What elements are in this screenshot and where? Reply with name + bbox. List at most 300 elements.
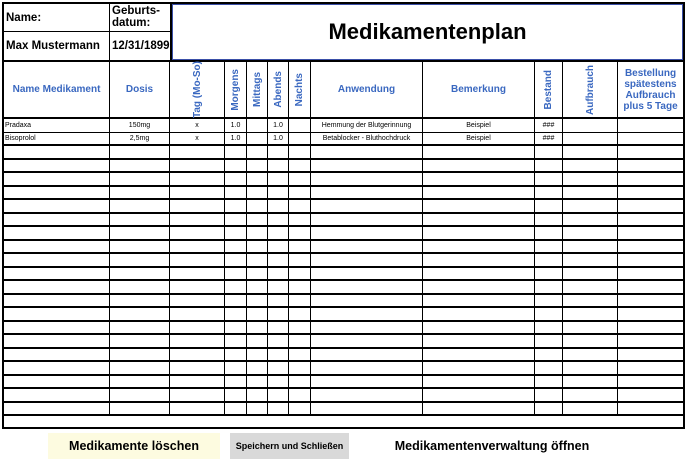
cell-mittags[interactable] [247,187,268,199]
cell-bemerkung[interactable] [423,295,535,307]
cell-aufbrauch[interactable] [563,268,618,280]
cell-morgens[interactable] [225,389,247,401]
cell-anwendung[interactable] [311,389,423,401]
cell-bestand[interactable] [535,227,563,239]
cell-abends[interactable] [268,362,289,374]
cell-tag[interactable] [170,322,225,334]
cell-nachts[interactable] [289,403,311,415]
cell-tag[interactable]: x [170,119,225,132]
cell-aufbrauch[interactable] [563,349,618,361]
cell-mittags[interactable] [247,403,268,415]
cell-abends[interactable] [268,173,289,185]
table-row [4,389,683,403]
cell-dosis[interactable] [110,362,170,374]
cell-bestellung[interactable] [618,187,683,199]
cell-bemerkung[interactable] [423,187,535,199]
cell-bemerkung[interactable] [423,254,535,266]
cell-morgens[interactable]: 1.0 [225,133,247,145]
cell-bestellung[interactable] [618,214,683,226]
table-row [4,187,683,201]
cell-aufbrauch[interactable] [563,308,618,320]
cell-nachts[interactable] [289,133,311,145]
cell-bestand[interactable] [535,160,563,172]
cell-morgens[interactable] [225,160,247,172]
cell-mittags[interactable] [247,119,268,132]
cell-abends[interactable] [268,214,289,226]
patient-name-cell[interactable]: Max Mustermann [4,32,110,60]
cell-tag[interactable] [170,200,225,212]
table-row [4,119,683,133]
cell-dosis[interactable] [110,308,170,320]
cell-dosis[interactable] [110,268,170,280]
cell-tag[interactable] [170,281,225,293]
cell-bemerkung[interactable] [423,200,535,212]
cell-bemerkung[interactable] [423,241,535,253]
cell-mittags[interactable] [247,389,268,401]
cell-tag[interactable]: x [170,133,225,145]
cell-morgens[interactable] [225,376,247,388]
cell-mittags[interactable] [247,214,268,226]
cell-tag[interactable] [170,389,225,401]
cell-aufbrauch[interactable] [563,376,618,388]
table-row [4,349,683,363]
cell-nachts[interactable] [289,227,311,239]
table-row [4,241,683,255]
cell-dosis[interactable] [110,389,170,401]
cell-bestand[interactable] [535,389,563,401]
cell-bestellung[interactable] [618,308,683,320]
cell-name[interactable]: Pradaxa [4,119,110,132]
birthdate-label: Geburts-datum: [110,4,172,32]
cell-nachts[interactable] [289,200,311,212]
cell-bestand[interactable] [535,295,563,307]
cell-nachts[interactable] [289,214,311,226]
cell-anwendung[interactable] [311,187,423,199]
cell-mittags[interactable] [247,200,268,212]
cell-abends[interactable] [268,403,289,415]
cell-bestand[interactable] [535,254,563,266]
cell-abends[interactable] [268,187,289,199]
cell-name[interactable] [4,268,110,280]
save-and-close-button[interactable]: Speichern und Schließen [230,433,349,459]
cell-nachts[interactable] [289,322,311,334]
cell-name[interactable] [4,241,110,253]
cell-name[interactable] [4,322,110,334]
column-header-row [4,60,683,119]
cell-bemerkung[interactable] [423,376,535,388]
cell-bemerkung[interactable] [423,146,535,158]
cell-bestand[interactable] [535,146,563,158]
cell-tag[interactable] [170,214,225,226]
cell-name[interactable]: Bisoprolol [4,133,110,145]
cell-anwendung[interactable] [311,295,423,307]
cell-bestellung[interactable] [618,200,683,212]
cell-aufbrauch[interactable] [563,241,618,253]
cell-morgens[interactable] [225,227,247,239]
cell-abends[interactable] [268,281,289,293]
cell-dosis[interactable] [110,349,170,361]
cell-name[interactable] [4,349,110,361]
cell-bestand[interactable] [535,403,563,415]
cell-morgens[interactable] [225,146,247,158]
cell-bestand[interactable]: ### [535,133,563,145]
column-header-label: Anwendung [337,84,396,95]
open-medication-management-button[interactable]: Medikamentenverwaltung öffnen [372,433,612,459]
cell-morgens[interactable] [225,268,247,280]
cell-bestand[interactable] [535,200,563,212]
cell-aufbrauch[interactable] [563,227,618,239]
cell-dosis[interactable] [110,241,170,253]
column-header-morgens [225,62,247,117]
cell-nachts[interactable] [289,389,311,401]
cell-dosis[interactable] [110,160,170,172]
cell-tag[interactable] [170,187,225,199]
cell-aufbrauch[interactable] [563,403,618,415]
cell-abends[interactable] [268,254,289,266]
cell-bestand[interactable] [535,281,563,293]
cell-morgens[interactable] [225,335,247,347]
cell-aufbrauch[interactable] [563,281,618,293]
cell-morgens[interactable] [225,200,247,212]
cell-abends[interactable] [268,268,289,280]
cell-nachts[interactable] [289,362,311,374]
cell-aufbrauch[interactable] [563,335,618,347]
cell-aufbrauch[interactable] [563,187,618,199]
cell-dosis[interactable] [110,187,170,199]
column-header-label: Name Medikament [12,84,101,95]
cell-bemerkung[interactable] [423,362,535,374]
cell-morgens[interactable] [225,281,247,293]
cell-abends[interactable] [268,322,289,334]
table-row [4,308,683,322]
cell-tag[interactable] [170,254,225,266]
cell-morgens[interactable] [225,187,247,199]
cell-bestellung[interactable] [618,281,683,293]
cell-mittags[interactable] [247,362,268,374]
column-header-label: Bestand [543,69,554,110]
cell-dosis[interactable] [110,335,170,347]
cell-nachts[interactable] [289,376,311,388]
cell-tag[interactable] [170,403,225,415]
cell-nachts[interactable] [289,146,311,158]
cell-dosis[interactable]: 150mg [110,119,170,132]
cell-dosis[interactable] [110,214,170,226]
column-header-label: Morgens [230,68,241,111]
cell-bestand[interactable] [535,349,563,361]
cell-name[interactable] [4,214,110,226]
cell-abends[interactable] [268,227,289,239]
cell-bestand[interactable] [535,241,563,253]
cell-bemerkung[interactable] [423,403,535,415]
cell-bestellung[interactable] [618,133,683,145]
table-row [4,362,683,376]
cell-tag[interactable] [170,227,225,239]
table-row [4,322,683,336]
page-title: Medikamentenplan [172,4,683,60]
cell-aufbrauch[interactable] [563,295,618,307]
cell-bemerkung[interactable] [423,335,535,347]
cell-tag[interactable] [170,335,225,347]
cell-tag[interactable] [170,268,225,280]
cell-anwendung[interactable] [311,349,423,361]
cell-bemerkung[interactable] [423,389,535,401]
cell-nachts[interactable] [289,268,311,280]
cell-bemerkung[interactable]: Beispiel [423,119,535,132]
cell-anwendung[interactable] [311,227,423,239]
cell-mittags[interactable] [247,241,268,253]
delete-medications-button[interactable]: Medikamente löschen [48,433,220,459]
table-row [4,227,683,241]
column-header-nachts [289,62,311,117]
cell-nachts[interactable] [289,335,311,347]
cell-mittags[interactable] [247,173,268,185]
cell-dosis[interactable]: 2,5mg [110,133,170,145]
cell-morgens[interactable] [225,254,247,266]
cell-name[interactable] [4,362,110,374]
cell-nachts[interactable] [289,254,311,266]
table-row [4,295,683,309]
cell-dosis[interactable] [110,403,170,415]
cell-abends[interactable] [268,349,289,361]
cell-tag[interactable] [170,173,225,185]
column-header-mittags [247,62,268,117]
cell-aufbrauch[interactable] [563,362,618,374]
cell-bestand[interactable] [535,268,563,280]
cell-dosis[interactable] [110,254,170,266]
cell-name[interactable] [4,200,110,212]
cell-name[interactable] [4,376,110,388]
column-header-aufbrauch [563,62,618,117]
cell-tag[interactable] [170,376,225,388]
cell-bestellung[interactable] [618,268,683,280]
cell-dosis[interactable] [110,146,170,158]
cell-abends[interactable]: 1.0 [268,119,289,132]
cell-anwendung[interactable] [311,335,423,347]
cell-anwendung[interactable] [311,214,423,226]
cell-tag[interactable] [170,362,225,374]
cell-mittags[interactable] [247,227,268,239]
cell-bemerkung[interactable] [423,160,535,172]
cell-name[interactable] [4,295,110,307]
cell-bemerkung[interactable]: Beispiel [423,133,535,145]
cell-dosis[interactable] [110,376,170,388]
table-row [4,254,683,268]
cell-abends[interactable] [268,335,289,347]
cell-morgens[interactable] [225,241,247,253]
cell-bestellung[interactable] [618,241,683,253]
cell-bestand[interactable] [535,173,563,185]
cell-bemerkung[interactable] [423,349,535,361]
cell-mittags[interactable] [247,133,268,145]
cell-anwendung[interactable] [311,173,423,185]
cell-dosis[interactable] [110,227,170,239]
cell-aufbrauch[interactable] [563,173,618,185]
cell-bestellung[interactable] [618,403,683,415]
cell-nachts[interactable] [289,295,311,307]
cell-abends[interactable] [268,389,289,401]
cell-mittags[interactable] [247,254,268,266]
cell-nachts[interactable] [289,119,311,132]
cell-name[interactable] [4,335,110,347]
cell-anwendung[interactable] [311,254,423,266]
cell-morgens[interactable] [225,362,247,374]
cell-morgens[interactable]: 1.0 [225,119,247,132]
cell-bestand[interactable] [535,214,563,226]
cell-tag[interactable] [170,295,225,307]
cell-bestand[interactable] [535,362,563,374]
cell-mittags[interactable] [247,268,268,280]
cell-morgens[interactable] [225,349,247,361]
cell-nachts[interactable] [289,308,311,320]
birthdate-cell[interactable]: 12/31/1899 [110,32,172,60]
cell-aufbrauch[interactable] [563,200,618,212]
cell-name[interactable] [4,160,110,172]
cell-mittags[interactable] [247,295,268,307]
cell-anwendung[interactable]: Hemmung der Blutgerinnung [311,119,423,132]
column-header-label: Tag (Mo-So) [191,60,203,119]
cell-bestand[interactable] [535,187,563,199]
cell-bestellung[interactable] [618,146,683,158]
cell-bestand[interactable] [535,376,563,388]
cell-name[interactable] [4,389,110,401]
cell-abends[interactable] [268,200,289,212]
cell-abends[interactable] [268,241,289,253]
cell-bemerkung[interactable] [423,214,535,226]
cell-name[interactable] [4,403,110,415]
cell-morgens[interactable] [225,403,247,415]
cell-bestellung[interactable] [618,295,683,307]
cell-bemerkung[interactable] [423,268,535,280]
cell-bestellung[interactable] [618,376,683,388]
cell-bestellung[interactable] [618,227,683,239]
table-row [4,281,683,295]
cell-bestellung[interactable] [618,349,683,361]
cell-anwendung[interactable] [311,160,423,172]
cell-tag[interactable] [170,241,225,253]
cell-aufbrauch[interactable] [563,119,618,132]
cell-nachts[interactable] [289,281,311,293]
cell-mittags[interactable] [247,349,268,361]
cell-bestellung[interactable] [618,119,683,132]
cell-bemerkung[interactable] [423,281,535,293]
cell-bemerkung[interactable] [423,227,535,239]
cell-bestellung[interactable] [618,160,683,172]
cell-bemerkung[interactable] [423,173,535,185]
column-header-tag [170,62,225,117]
cell-morgens[interactable] [225,295,247,307]
cell-dosis[interactable] [110,173,170,185]
cell-morgens[interactable] [225,308,247,320]
cell-dosis[interactable] [110,295,170,307]
cell-abends[interactable] [268,146,289,158]
cell-anwendung[interactable] [311,362,423,374]
cell-tag[interactable] [170,349,225,361]
cell-dosis[interactable] [110,200,170,212]
cell-mittags[interactable] [247,146,268,158]
cell-mittags[interactable] [247,376,268,388]
cell-aufbrauch[interactable] [563,389,618,401]
cell-name[interactable] [4,308,110,320]
cell-morgens[interactable] [225,173,247,185]
cell-anwendung[interactable] [311,322,423,334]
cell-anwendung[interactable] [311,268,423,280]
cell-name[interactable] [4,187,110,199]
cell-bestellung[interactable] [618,362,683,374]
cell-tag[interactable] [170,146,225,158]
cell-aufbrauch[interactable] [563,214,618,226]
cell-bemerkung[interactable] [423,308,535,320]
cell-abends[interactable] [268,308,289,320]
cell-name[interactable] [4,254,110,266]
cell-bemerkung[interactable] [423,322,535,334]
cell-tag[interactable] [170,160,225,172]
cell-aufbrauch[interactable] [563,322,618,334]
cell-morgens[interactable] [225,322,247,334]
cell-bestellung[interactable] [618,173,683,185]
cell-nachts[interactable] [289,187,311,199]
cell-anwendung[interactable] [311,308,423,320]
cell-aufbrauch[interactable] [563,133,618,145]
cell-dosis[interactable] [110,281,170,293]
column-header-bestand [535,62,563,117]
cell-anwendung[interactable] [311,403,423,415]
cell-mittags[interactable] [247,160,268,172]
cell-tag[interactable] [170,308,225,320]
cell-bestand[interactable] [535,335,563,347]
table-row [4,160,683,174]
cell-name[interactable] [4,227,110,239]
cell-abends[interactable]: 1.0 [268,133,289,145]
cell-anwendung[interactable]: Betablocker - Bluthochdruck [311,133,423,145]
cell-bestellung[interactable] [618,389,683,401]
table-row [4,173,683,187]
cell-morgens[interactable] [225,214,247,226]
cell-mittags[interactable] [247,281,268,293]
cell-bestellung[interactable] [618,254,683,266]
cell-mittags[interactable] [247,308,268,320]
cell-nachts[interactable] [289,173,311,185]
cell-anwendung[interactable] [311,281,423,293]
column-header-label: Nachts [294,72,305,107]
cell-abends[interactable] [268,376,289,388]
cell-abends[interactable] [268,295,289,307]
cell-anwendung[interactable] [311,200,423,212]
cell-nachts[interactable] [289,241,311,253]
column-header-label: Bemerkung [450,84,506,95]
cell-name[interactable] [4,146,110,158]
cell-name[interactable] [4,281,110,293]
cell-aufbrauch[interactable] [563,160,618,172]
cell-abends[interactable] [268,160,289,172]
cell-dosis[interactable] [110,322,170,334]
cell-bestand[interactable]: ### [535,119,563,132]
column-header-name [4,62,110,117]
cell-bestellung[interactable] [618,322,683,334]
cell-anwendung[interactable] [311,146,423,158]
cell-bestellung[interactable] [618,335,683,347]
cell-nachts[interactable] [289,160,311,172]
cell-aufbrauch[interactable] [563,254,618,266]
cell-name[interactable] [4,173,110,185]
cell-nachts[interactable] [289,349,311,361]
cell-anwendung[interactable] [311,376,423,388]
cell-bestand[interactable] [535,308,563,320]
cell-anwendung[interactable] [311,241,423,253]
cell-mittags[interactable] [247,335,268,347]
cell-mittags[interactable] [247,322,268,334]
cell-bestand[interactable] [535,322,563,334]
cell-aufbrauch[interactable] [563,146,618,158]
